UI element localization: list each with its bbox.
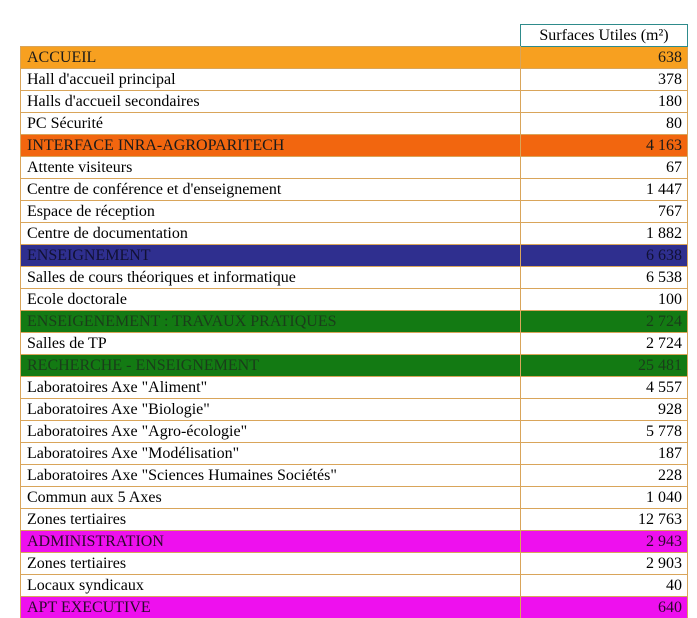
section-row <box>21 355 688 377</box>
row-value: 5 778 <box>521 421 688 443</box>
table-row <box>21 223 688 245</box>
section-total: 25 481 <box>521 355 688 377</box>
row-label: Laboratoires Axe "Biologie" <box>21 399 521 421</box>
row-value: 67 <box>521 157 688 179</box>
row-value: 4 557 <box>521 377 688 399</box>
table-row <box>21 487 688 509</box>
table-row <box>21 421 688 443</box>
row-label: Laboratoires Axe "Aliment" <box>21 377 521 399</box>
row-label: Laboratoires Axe "Modélisation" <box>21 443 521 465</box>
section-total: 640 <box>521 597 688 618</box>
column-header-surfaces: Surfaces Utiles (m²) <box>521 25 688 47</box>
row-label: Salles de cours théoriques et informatique <box>21 267 521 289</box>
row-value: 6 538 <box>521 267 688 289</box>
section-total: 2 724 <box>521 311 688 333</box>
row-value: 1 040 <box>521 487 688 509</box>
table-row <box>21 289 688 311</box>
row-value: 100 <box>521 289 688 311</box>
row-value: 2 903 <box>521 553 688 575</box>
row-label: Attente visiteurs <box>21 157 521 179</box>
row-label: Laboratoires Axe "Sciences Humaines Sociétés" <box>21 465 521 487</box>
row-label: Commun aux 5 Axes <box>21 487 521 509</box>
table-row <box>21 575 688 597</box>
row-value: 12 763 <box>521 509 688 531</box>
section-row <box>21 135 688 157</box>
row-value: 40 <box>521 575 688 597</box>
table-row <box>21 179 688 201</box>
section-row <box>21 47 688 69</box>
section-total: 638 <box>521 47 688 69</box>
header-row <box>21 25 688 47</box>
section-label: APT EXECUTIVE <box>21 597 521 618</box>
row-value: 80 <box>521 113 688 135</box>
section-label: RECHERCHE - ENSEIGNEMENT <box>21 355 521 377</box>
row-value: 187 <box>521 443 688 465</box>
section-label: ENSEIGENEMENT : TRAVAUX PRATIQUES <box>21 311 521 333</box>
section-total: 2 943 <box>521 531 688 553</box>
row-value: 1 882 <box>521 223 688 245</box>
table-row <box>21 201 688 223</box>
row-label: Laboratoires Axe "Agro-écologie" <box>21 421 521 443</box>
row-label: Halls d'accueil secondaires <box>21 91 521 113</box>
row-value: 228 <box>521 465 688 487</box>
table-row <box>21 399 688 421</box>
table-row <box>21 333 688 355</box>
table-row <box>21 553 688 575</box>
row-label: Centre de documentation <box>21 223 521 245</box>
row-value: 767 <box>521 201 688 223</box>
section-row <box>21 311 688 333</box>
row-value: 2 724 <box>521 333 688 355</box>
row-label: Salles de TP <box>21 333 521 355</box>
table-row <box>21 443 688 465</box>
table-row <box>21 465 688 487</box>
section-row <box>21 531 688 553</box>
row-label: PC Sécurité <box>21 113 521 135</box>
row-value: 1 447 <box>521 179 688 201</box>
section-total: 4 163 <box>521 135 688 157</box>
table-row <box>21 91 688 113</box>
section-row <box>21 597 688 618</box>
surface-table <box>20 24 688 618</box>
section-label: ACCUEIL <box>21 47 521 69</box>
row-value: 180 <box>521 91 688 113</box>
row-label: Espace de réception <box>21 201 521 223</box>
row-label: Zones tertiaires <box>21 553 521 575</box>
section-label: ADMINISTRATION <box>21 531 521 553</box>
table-body <box>21 25 688 618</box>
row-value: 928 <box>521 399 688 421</box>
row-label: Locaux syndicaux <box>21 575 521 597</box>
row-label: Ecole doctorale <box>21 289 521 311</box>
row-label: Zones tertiaires <box>21 509 521 531</box>
section-row <box>21 245 688 267</box>
table-row <box>21 509 688 531</box>
table-row <box>21 267 688 289</box>
row-value: 378 <box>521 69 688 91</box>
table-row <box>21 377 688 399</box>
table-row <box>21 113 688 135</box>
table-row <box>21 157 688 179</box>
section-label: INTERFACE INRA-AGROPARITECH <box>21 135 521 157</box>
section-total: 6 638 <box>521 245 688 267</box>
table-row <box>21 69 688 91</box>
row-label: Hall d'accueil principal <box>21 69 521 91</box>
header-blank-cell <box>21 25 521 47</box>
row-label: Centre de conférence et d'enseignement <box>21 179 521 201</box>
section-label: ENSEIGNEMENT <box>21 245 521 267</box>
